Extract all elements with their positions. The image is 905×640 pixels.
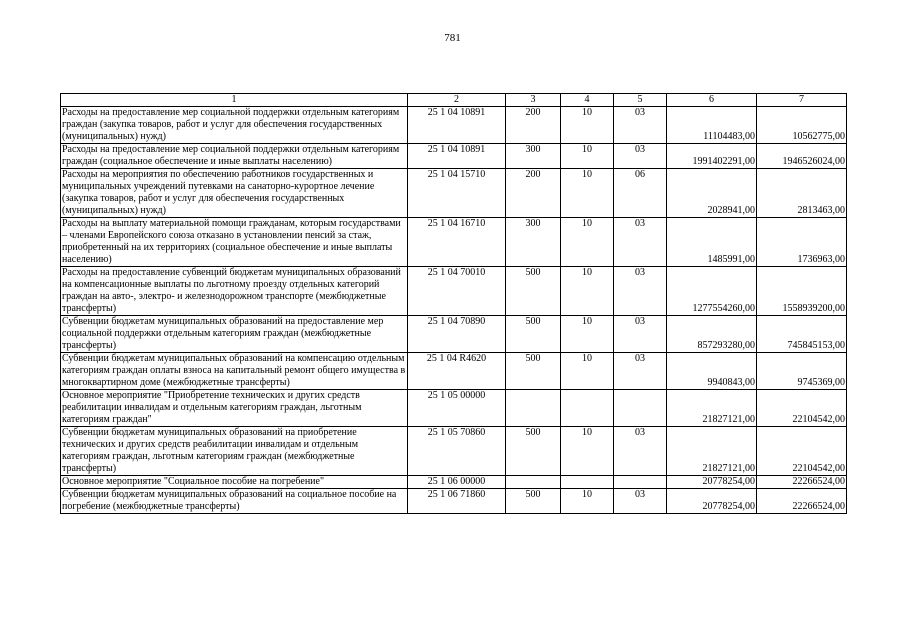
row-amount-col6: 1485991,00	[667, 218, 757, 267]
row-target-code: 25 1 06 71860	[408, 489, 506, 514]
row-subsection: 03	[614, 107, 667, 144]
row-target-code: 25 1 05 00000	[408, 390, 506, 427]
row-amount-col6: 20778254,00	[667, 476, 757, 489]
table-body	[61, 94, 847, 514]
row-section: 10	[561, 489, 614, 514]
table-row	[61, 218, 847, 267]
table-row	[61, 316, 847, 353]
row-subsection	[614, 476, 667, 489]
row-subsection: 03	[614, 316, 667, 353]
row-section: 10	[561, 218, 614, 267]
row-amount-col7: 1736963,00	[757, 218, 847, 267]
row-expense-type: 200	[506, 169, 561, 218]
row-subsection: 03	[614, 427, 667, 476]
row-description: Расходы на предоставление субвенций бюджетам муниципальных образований на компенсационные выплаты по льготному проезду отдельных категорий граждан на авто-, электро- и железнодорожном транспорте (межбюджетные трансферты)	[61, 267, 408, 316]
row-subsection: 03	[614, 267, 667, 316]
row-section: 10	[561, 267, 614, 316]
row-amount-col6: 857293280,00	[667, 316, 757, 353]
row-description: Расходы на предоставление мер социальной поддержки отдельным категориям граждан (социальное обеспечение и иные выплаты населению)	[61, 144, 408, 169]
header-cell: 1	[61, 94, 408, 107]
header-cell: 2	[408, 94, 506, 107]
table-row	[61, 390, 847, 427]
row-description: Расходы на предоставление мер социальной поддержки отдельным категориям граждан (закупка товаров, работ и услуг для обеспечения государственных (муниципальных) нужд)	[61, 107, 408, 144]
row-amount-col7: 10562775,00	[757, 107, 847, 144]
row-description: Субвенции бюджетам муниципальных образований на социальное пособие на погребение (межбюджетные трансферты)	[61, 489, 408, 514]
row-amount-col6: 9940843,00	[667, 353, 757, 390]
row-amount-col7: 1558939200,00	[757, 267, 847, 316]
row-expense-type: 500	[506, 316, 561, 353]
row-subsection	[614, 390, 667, 427]
row-section: 10	[561, 107, 614, 144]
row-target-code: 25 1 04 70010	[408, 267, 506, 316]
row-amount-col6: 2028941,00	[667, 169, 757, 218]
table-row	[61, 353, 847, 390]
row-description: Субвенции бюджетам муниципальных образований на приобретение технических и других средств реабилитации инвалидам и отдельным категориям граждан, льготным категориям граждан (межбюджетные трансферты)	[61, 427, 408, 476]
table-row	[61, 489, 847, 514]
row-section: 10	[561, 144, 614, 169]
table-row	[61, 144, 847, 169]
page-number: 781	[444, 32, 461, 44]
row-target-code: 25 1 06 00000	[408, 476, 506, 489]
row-amount-col6: 20778254,00	[667, 489, 757, 514]
row-target-code: 25 1 04 10891	[408, 107, 506, 144]
row-section: 10	[561, 316, 614, 353]
row-amount-col6: 1991402291,00	[667, 144, 757, 169]
row-amount-col7: 2813463,00	[757, 169, 847, 218]
header-cell: 4	[561, 94, 614, 107]
row-expense-type: 500	[506, 353, 561, 390]
row-amount-col7: 9745369,00	[757, 353, 847, 390]
row-subsection: 03	[614, 218, 667, 267]
row-amount-col7: 745845153,00	[757, 316, 847, 353]
row-amount-col7: 22104542,00	[757, 390, 847, 427]
row-section: 10	[561, 427, 614, 476]
row-expense-type: 500	[506, 267, 561, 316]
row-expense-type: 500	[506, 489, 561, 514]
row-target-code: 25 1 05 70860	[408, 427, 506, 476]
row-subsection: 03	[614, 489, 667, 514]
row-description: Основное мероприятие "Приобретение технических и других средств реабилитации инвалидам и отдельным категориям граждан, льготным категориям граждан"	[61, 390, 408, 427]
header-cell: 6	[667, 94, 757, 107]
table-row	[61, 476, 847, 489]
row-description: Расходы на выплату материальной помощи гражданам, которым государствами – членами Европейского союза отказано в установлении пенсий за стаж, приобретенный на их территориях (социальное обеспечение и иные выплаты населению)	[61, 218, 408, 267]
header-row	[61, 94, 847, 107]
row-section: 10	[561, 353, 614, 390]
row-description: Субвенции бюджетам муниципальных образований на предоставление мер социальной поддержки отдельным категориям граждан (межбюджетные трансферты)	[61, 316, 408, 353]
row-amount-col7: 22266524,00	[757, 476, 847, 489]
table-row	[61, 267, 847, 316]
row-target-code: 25 1 04 15710	[408, 169, 506, 218]
budget-table	[60, 93, 847, 514]
header-cell: 3	[506, 94, 561, 107]
row-section	[561, 476, 614, 489]
table-row	[61, 169, 847, 218]
row-amount-col6: 21827121,00	[667, 427, 757, 476]
row-amount-col6: 1277554260,00	[667, 267, 757, 316]
row-expense-type: 500	[506, 427, 561, 476]
row-section: 10	[561, 169, 614, 218]
row-description: Расходы на мероприятия по обеспечению работников государственных и муниципальных учреждений путевками на санаторно-курортное лечение (закупка товаров, работ и услуг для обеспечения государственных (муниципальных) нужд)	[61, 169, 408, 218]
table-row	[61, 107, 847, 144]
row-subsection: 03	[614, 353, 667, 390]
row-expense-type	[506, 390, 561, 427]
row-expense-type	[506, 476, 561, 489]
header-cell: 7	[757, 94, 847, 107]
row-target-code: 25 1 04 16710	[408, 218, 506, 267]
header-cell: 5	[614, 94, 667, 107]
row-amount-col6: 11104483,00	[667, 107, 757, 144]
row-amount-col7: 1946526024,00	[757, 144, 847, 169]
row-description: Субвенции бюджетам муниципальных образований на компенсацию отдельным категориям граждан оплаты взноса на капитальный ремонт общего имущества в многоквартирном доме (межбюджетные трансферты)	[61, 353, 408, 390]
row-amount-col7: 22104542,00	[757, 427, 847, 476]
row-amount-col6: 21827121,00	[667, 390, 757, 427]
row-subsection: 03	[614, 144, 667, 169]
row-expense-type: 300	[506, 218, 561, 267]
row-target-code: 25 1 04 10891	[408, 144, 506, 169]
row-amount-col7: 22266524,00	[757, 489, 847, 514]
row-section	[561, 390, 614, 427]
row-description: Основное мероприятие "Социальное пособие на погребение"	[61, 476, 408, 489]
row-target-code: 25 1 04 R4620	[408, 353, 506, 390]
row-subsection: 06	[614, 169, 667, 218]
row-expense-type: 300	[506, 144, 561, 169]
row-target-code: 25 1 04 70890	[408, 316, 506, 353]
row-expense-type: 200	[506, 107, 561, 144]
table-row	[61, 427, 847, 476]
